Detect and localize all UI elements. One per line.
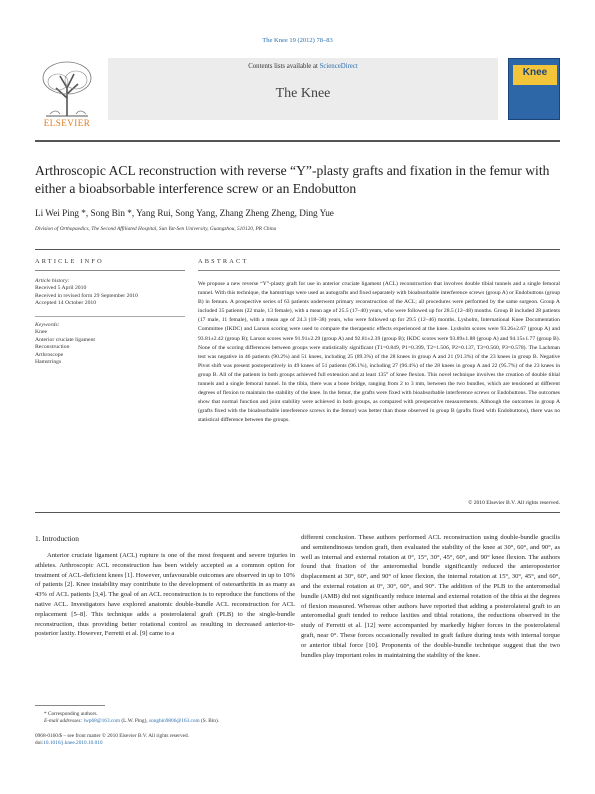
- journal-title: The Knee: [275, 86, 331, 101]
- abstract-heading: ABSTRACT: [198, 258, 249, 265]
- history-label: Article history:: [35, 278, 70, 284]
- keyword: Knee: [35, 329, 47, 336]
- keyword: Hamstrings: [35, 359, 62, 366]
- history-revised: Received in revised form 29 September 2010: [35, 292, 138, 299]
- introduction-left-column: Anterior cruciate ligament (ACL) rupture is one of the most frequent and severe injuries in athletes. Arthroscopic ACL reconstruction has been widely accepted as a common option for treatment of ACL-deficient knees [1]. However, unfavourable outcomes are observed in up to 10% of patients [2]. Knee instability may contribute to the development of osteoarthritis in as many as 43% of ACL patients [3,4]. The goal of an ACL reconstruction is to reproduce the functions of the native ACL. Investigators have explored anatomic double-bundle ACL reconstruction for ACL replacement [5–8]. This technique adds a posterolateral graft (PLB) to the single-bundle reconstruction, thus providing better rotational control as resulting in decreased anterior-to-posterior laxity. However, Ferretti et al. [9] came to a: [35, 552, 295, 638]
- corresponding-label: * Corresponding authors.: [44, 711, 98, 717]
- article-info-rule: [35, 270, 185, 271]
- article-info-heading: ARTICLE INFO: [35, 258, 104, 265]
- email-owner: (L.W. Ping),: [120, 718, 149, 725]
- email-link[interactable]: lwp68@163.com: [83, 718, 121, 725]
- doi-line: [35, 740, 335, 747]
- doi-prefix: doi:: [35, 740, 44, 747]
- email-line: [44, 718, 294, 725]
- journal-citation[interactable]: The Knee 19 (2012) 78–83: [262, 37, 333, 44]
- cover-title: Knee: [522, 67, 548, 78]
- email-label: E-mail addresses:: [44, 718, 84, 725]
- contents-prefix: Contents lists available at: [248, 63, 320, 70]
- affiliation: Division of Orthopaedics, The Second Affiliated Hospital, Sun Yat-Sen University, Guangzhou, 510120, PR China: [35, 226, 277, 232]
- email-owner: (S. Bin).: [199, 718, 220, 725]
- history-accepted: Accepted 14 October 2010: [35, 300, 97, 307]
- keyword: Anterior cruciate ligament: [35, 336, 96, 343]
- header-rule: [35, 140, 560, 142]
- corresponding-footnote: [44, 711, 294, 726]
- keywords-label: Keywords:: [35, 322, 60, 328]
- abstract-text: We propose a new reverse “Y”-plasty graft for use in anterior cruciate ligament (ACL) reconstruction that involves double tibial tunnels and a single femoral tunnel. With this technique, the hamstrings were used as autografts and fixed separately with bioabsorbable interference screws (group A) or Endobuttons (group B) in femurs. A prospective series of 63 patients underwent primary reconstruction of the ACL; all procedures were performed by the same surgeon. Group A included 35 patients (22 male, 13 female), with a mean age of 25.5 (17–40) years, who were followed up for 28.5 (12–48) months. Group B included 28 patients (17 male, 11 female), with a mean age of 24.3 (18–38) years, who were followed up for 29.5 (12–46) months. Lysholm, International Knee Documentation Committee (IKDC) and Larson scoring were used to compare the therapeutic effects experienced at the knee. Lysholm scores were 93.26±2.67 (group A) and 93.81±2.42 (group B); Larson scores were 91.91±2.29 (group A) and 92.81±2.39 (group B); IKDC scores were 93.89±1.88 (group A) and 94.15±1.77 (group B). None of the scoring differences between groups were statistically significant (T1=0.849, P1=0.399, T2=1.506, P2=0.137, T3=0.560, P3=0.578). The Lachman test was negative in 46 patients (90.2%) and 51 knees, including 25 (89.3%) of the 28 knees in group A and 21 (91.3%) of the 23 knees in group B. Negative Pivot shift was present postoperatively in 49 knees of 51 patients (96.1%), including 27 (96.4%) of the 28 knees in group A and 22 (95.7%) of the 23 knees in group B. All of the patients in both groups achieved full extension and at least 135° of knee flexion. This novel technique involves the creation of double tibial tunnels and a single femoral tunnel. In the tibia, there was a bone bridge, ranging from 2 to 3 mm, between the two bundles, which are tensioned at different degrees of flexion to maintain the stability of the knee. In the femur, the grafts were fixed with bioabsorbable interference screws or Endobuttons. The outcomes show that normal function and joint stability were achieved in both groups, as compared with preoperative measurements. Although the outcomes in group A (grafts fixed with the bioabsorbable interference screws in the femur) was better than those observed in group B (grafts fixed with Endobuttons), there was no statistical difference between the groups.: [198, 281, 560, 424]
- article-history: [35, 278, 185, 308]
- journal-cover-image: [508, 58, 560, 120]
- abstract-rule: [198, 270, 560, 271]
- history-received: Received 5 April 2010: [35, 285, 87, 292]
- introduction-heading: 1. Introduction: [35, 534, 79, 543]
- keyword: Reconstruction: [35, 344, 70, 351]
- contents-available-line: [108, 63, 498, 70]
- publisher-name: ELSEVIER: [43, 118, 91, 128]
- keywords-block: [35, 322, 185, 366]
- author-list: Li Wei Ping *, Song Bin *, Yang Rui, Song Yang, Zhang Zheng Zheng, Ding Yue: [35, 208, 334, 218]
- abstract-bottom-rule: [35, 512, 560, 513]
- keyword: Arthroscope: [35, 351, 64, 358]
- doi-link[interactable]: 10.1016/j.knee.2010.10.010: [43, 740, 103, 747]
- sciencedirect-link[interactable]: ScienceDirect: [319, 63, 358, 70]
- front-matter-notice: [35, 733, 335, 748]
- article-title: Arthroscopic ACL reconstruction with reverse “Y”-plasty grafts and fixation in the femur with either a bioabsorbable interference screw or an Endobutton: [35, 163, 550, 196]
- introduction-right-column: different conclusion. These authors performed ACL reconstruction using double-bundle gracilis and semitendinosus tendon graft, then evaluated the stability of the knee at 30°, 60°, and 90°, as well as internal and external rotation at 0°, 15°, 30°, 45°, 60°, and 90° knee flexion. The authors found that fixation of the anteromedial bundle significantly reduced the anteroposterior displacement at 30°, 60°, and 90° of knee flexion, the internal rotation at 15°, 30°, 45°, and 60°, and the external rotation at 0°, 30°, 60°, and 90°. The addition of the PLB to the anteromedial bundle (AMB) did not significantly reduce internal and external rotation of the tibia at the degrees of flexion measured. Whereas other authors have reported that adding a posterolateral graft to an anteromedial graft tended to reduce laxities and tibial rotations, the reductions observed in the study of Ferretti et al. [12] were accompanied by markedly higher forces in the posterolateral graft, near 0°. These forces occasionally resulted in graft failure during tests with internal torque or anterior tibial force [10]. Proponents of the double-bundle technique suggest that the two bundles play important roles in maintaining the stability of the knee.: [301, 534, 560, 659]
- email-link[interactable]: songbin9806@163.com: [148, 718, 200, 725]
- issn-line: 0968-0160/$ – see front matter © 2010 Elsevier B.V. All rights reserved.: [35, 733, 189, 739]
- keywords-rule: [35, 316, 185, 317]
- abstract-copyright: © 2010 Elsevier B.V. All rights reserved.: [468, 500, 560, 506]
- footnote-rule: [35, 705, 105, 706]
- title-rule: [35, 249, 560, 250]
